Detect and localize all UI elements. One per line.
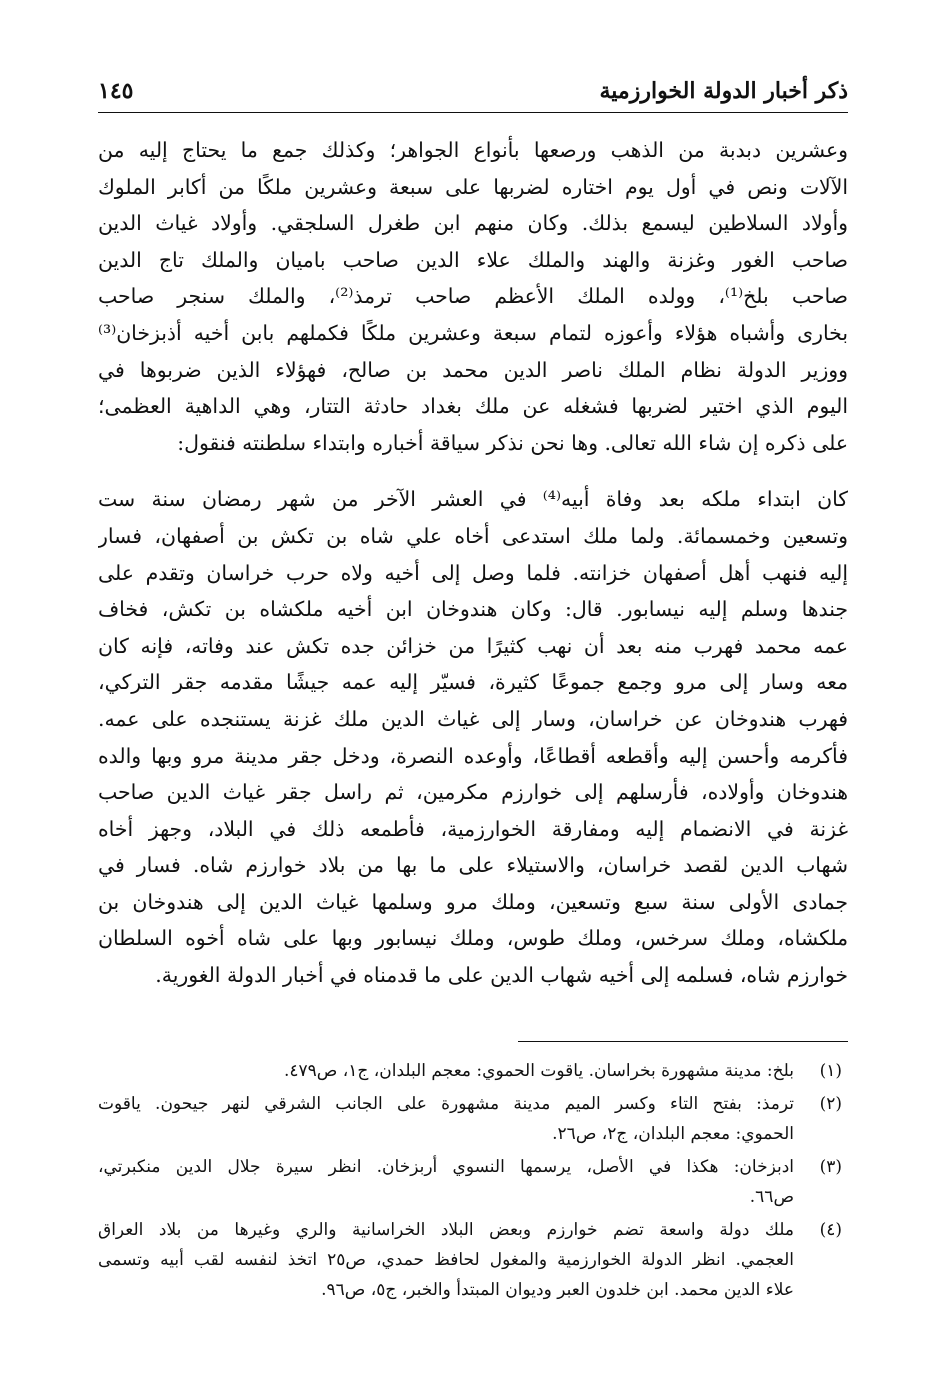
footnote-line: بلخ: مدينة مشهورة بخراسان. ياقوت الحموي: معجم البلدان، ج١، ص٤٧٩.	[283, 1061, 794, 1081]
text-line: فهرب هندوخان عن خراسان، وسار إلى غياث الدين ملك غزنة يستنجده على عمه.	[98, 706, 848, 731]
footnote-marker: (٣)	[819, 1157, 842, 1177]
text-line: جمادى الأولى سنة سبع وتسعين، وملك مرو وسلمها غياث الدين إلى هندوخان بن	[98, 889, 848, 914]
text-line: صاحب الغور وغزنة والهند والملك علاء الدين صاحب باميان والملك تاج الدين	[98, 247, 848, 272]
footnote-line: ادبزخان: هكذا في الأصل، يرسمها النسوي أربزخان. انظر سيرة جلال الدين منكبرتي،	[98, 1157, 794, 1177]
footnote-line: علاء الدين محمد. ابن خلدون العبر وديوان المبتدأ والخبر، ج٥، ص٩٦.	[321, 1280, 794, 1300]
footnote-separator	[518, 1041, 848, 1042]
text-line: معه وسار إلى مرو وجمع جموعًا كثيرة، فسيّر إليه عمه جيشًا مقدمه جقر التركي،	[98, 670, 848, 695]
footnote-marker: (١)	[819, 1061, 842, 1081]
page-number: ١٤٥	[98, 78, 134, 104]
footnote	[98, 1152, 848, 1212]
footnote	[98, 1089, 848, 1149]
text-line: اليوم الذي اختير لضربها فشغله عن ملك بغداد حادثة التتار، وهي الداهية العظمى؛	[98, 394, 848, 419]
text-line: ملكشاه، وملك سرخس، وملك طوس، وملك نيسابور وبها على شاه أخوه السلطان	[98, 926, 848, 951]
footnote-line: ترمذ: بفتح التاء وكسر الميم مدينة مشهورة على الجانب الشرقي لنهر جيحون. ياقوت	[98, 1094, 794, 1114]
text-line: على ذكره إن شاء الله تعالى. وها نحن نذكر سياقة أخباره وابتداء سلطنته فنقول:	[177, 430, 848, 455]
paragraph	[98, 132, 848, 461]
text-line: شهاب الدين لقصد خراسان، والاستيلاء على ما بها من بلاد خوارزم شاه. فسار في	[98, 853, 848, 878]
footnote-marker: (٤)	[819, 1220, 842, 1240]
footnote-line: العجمي. انظر الدولة الخوارزمية والمغول لحافظ حمدي، ص٢٥ اتخذ لنفسه لقب أبيه وتسمى	[98, 1250, 794, 1270]
text-line: وتسعين وخمسمائة. ولما ملك استدعى أخاه علي شاه بن تكش بن أصفهان، فسار	[98, 523, 848, 548]
footnote-line: ملك دولة واسعة تضم خوارزم وبعض البلاد الخراسانية والري وغيرها من بلاد العراق	[98, 1220, 794, 1240]
paragraph	[98, 481, 848, 993]
footnotes	[98, 1056, 848, 1308]
text-line: خوارزم شاه، فسلمه إلى أخيه شهاب الدين على ما قدمناه في أخبار الدولة الغورية.	[155, 963, 848, 988]
footnote-marker: (٢)	[819, 1094, 842, 1114]
chapter-title: ذكر أخبار الدولة الخوارزمية	[599, 78, 848, 104]
paragraph-gap	[98, 461, 848, 481]
text-line: جندها وسلم إليه نيسابور. قال: وكان هندوخان ابن أخيه ملكشاه بن تكش، فخاف	[98, 597, 848, 622]
running-header	[98, 76, 848, 113]
main-text	[98, 132, 848, 994]
text-line: كان ابتداء ملكه بعد وفاة أبيه⁽⁴⁾ في العشر الآخر من شهر رمضان سنة ست	[98, 487, 848, 512]
footnote	[98, 1215, 848, 1305]
text-line: فأكرمه وأحسن إليه وأقطعه أقطاعًا، وأوعده النصرة، ودخل جقر مدينة مرو وبها والده	[98, 743, 848, 768]
text-line: صاحب بلخ⁽¹⁾، وولده الملك الأعظم صاحب ترمذ⁽²⁾، والملك سنجر صاحب	[98, 284, 848, 309]
footnote-line: الحموي: معجم البلدان، ج٢، ص٢٦.	[552, 1124, 794, 1144]
text-line: الآلات ونص في أول يوم اختاره لضربها على سبعة وعشرين ملكًا من أكابر الملوك	[98, 174, 848, 199]
text-line: غزنة في الانضمام إليه ومفارقة الخوارزمية، فأطمعه ذلك في البلاد، وجهز أخاه	[98, 816, 848, 841]
text-line: إليه فنهب أهل أصفهان خزانته. فلما وصل إلى أخيه ولاه حرب خراسان وتقدم على	[98, 560, 848, 585]
text-line: هندوخان وأولاده، فأرسلهم إلى خوارزم مكرمين، ثم راسل جقر غياث الدين صاحب	[98, 780, 848, 805]
text-line: ووزير الدولة نظام الملك ناصر الدين محمد بن صالح، فهؤلاء الذين ضربوها في	[98, 357, 848, 382]
text-line: وعشرين دبدبة من الذهب ورصعها بأنواع الجواهر؛ وكذلك جمع ما يحتاج إليه من	[98, 138, 848, 162]
text-line: بخارى وأشباه هؤلاء وأعوزه لتمام سبعة وعشرين ملكًا فكملهم بابن أخيه أذبزخان⁽³⁾	[98, 320, 848, 345]
text-line: عمه محمد فهرب منه بعد أن نهب كثيرًا من خزائن جده تكش عند وفاته، فإنه كان	[98, 633, 848, 658]
footnote-line: ص٦٦.	[749, 1187, 794, 1207]
text-line: وأولاد السلاطين ليسمع بذلك. وكان منهم ابن طغرل السلجقي. وأولاد غياث الدين	[98, 211, 848, 236]
footnote	[98, 1056, 848, 1086]
